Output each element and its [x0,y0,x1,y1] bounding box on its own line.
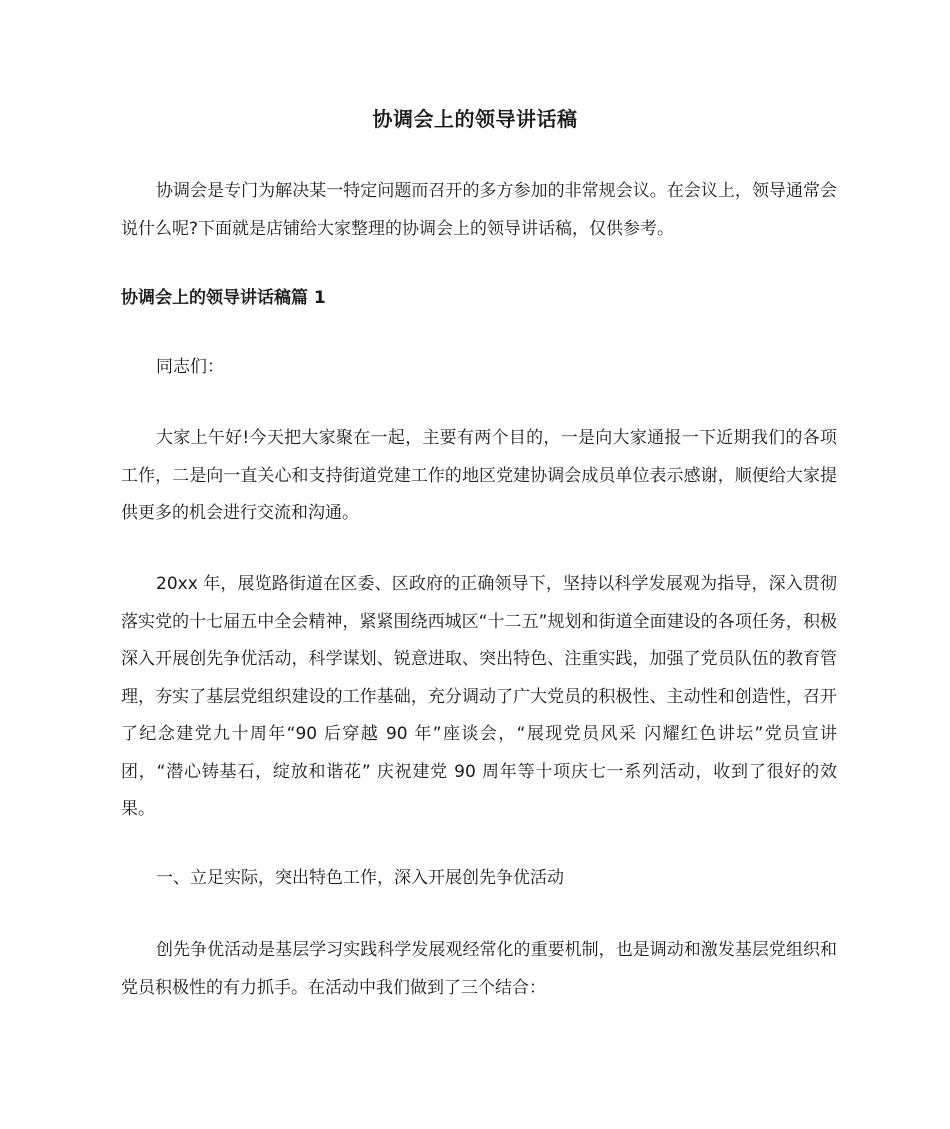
salutation: 同志们： [156,357,224,377]
body-paragraph-1: 大家上午好!今天把大家聚在一起，主要有两个目的，一是向大家通报一下近期我们的各项工作，二是向一直关心和支持街道党建工作的地区党建协调会成员单位表示感谢，顺便给大家提供更多的机会进行交流和沟通。 [121,428,837,523]
document-title: 协调会上的领导讲话稿 [372,107,578,132]
section-heading: 协调会上的领导讲话稿篇 1 [121,288,326,308]
intro-paragraph: 协调会是专门为解决某一特定问题而召开的多方参加的非常规会议。在会议上，领导通常会说什么呢?下面就是店铺给大家整理的协调会上的领导讲话稿，仅供参考。 [121,181,837,239]
section-subheading-1: 一、立足实际，突出特色工作，深入开展创先争优活动 [156,868,564,888]
body-paragraph-2: 20xx 年，展览路街道在区委、区政府的正确领导下，坚持以科学发展观为指导，深入贯彻落实党的十七届五中全会精神，紧紧围绕西城区“十二五”规划和街道全面建设的各项任务，积极深入开展创先争优活动，科学谋划、锐意进取、突出特色、注重实践，加强了党员队伍的教育管理，夯实了基层党组织建设的工作基础，充分调动了广大党员的积极性、主动性和创造性，召开了纪念建党九十周年“90 后穿越 90 年”座谈会，“展现党员风采 闪耀红色讲坛”党员宣讲团，“潜心铸基石，绽放和谐花” 庆祝建党 90 周年等十项庆七一系列活动，收到了很好的效果。 [121,574,837,819]
body-paragraph-3: 创先争优活动是基层学习实践科学发展观经常化的重要机制，也是调动和激发基层党组织和党员积极性的有力抓手。在活动中我们做到了三个结合： [121,940,837,998]
